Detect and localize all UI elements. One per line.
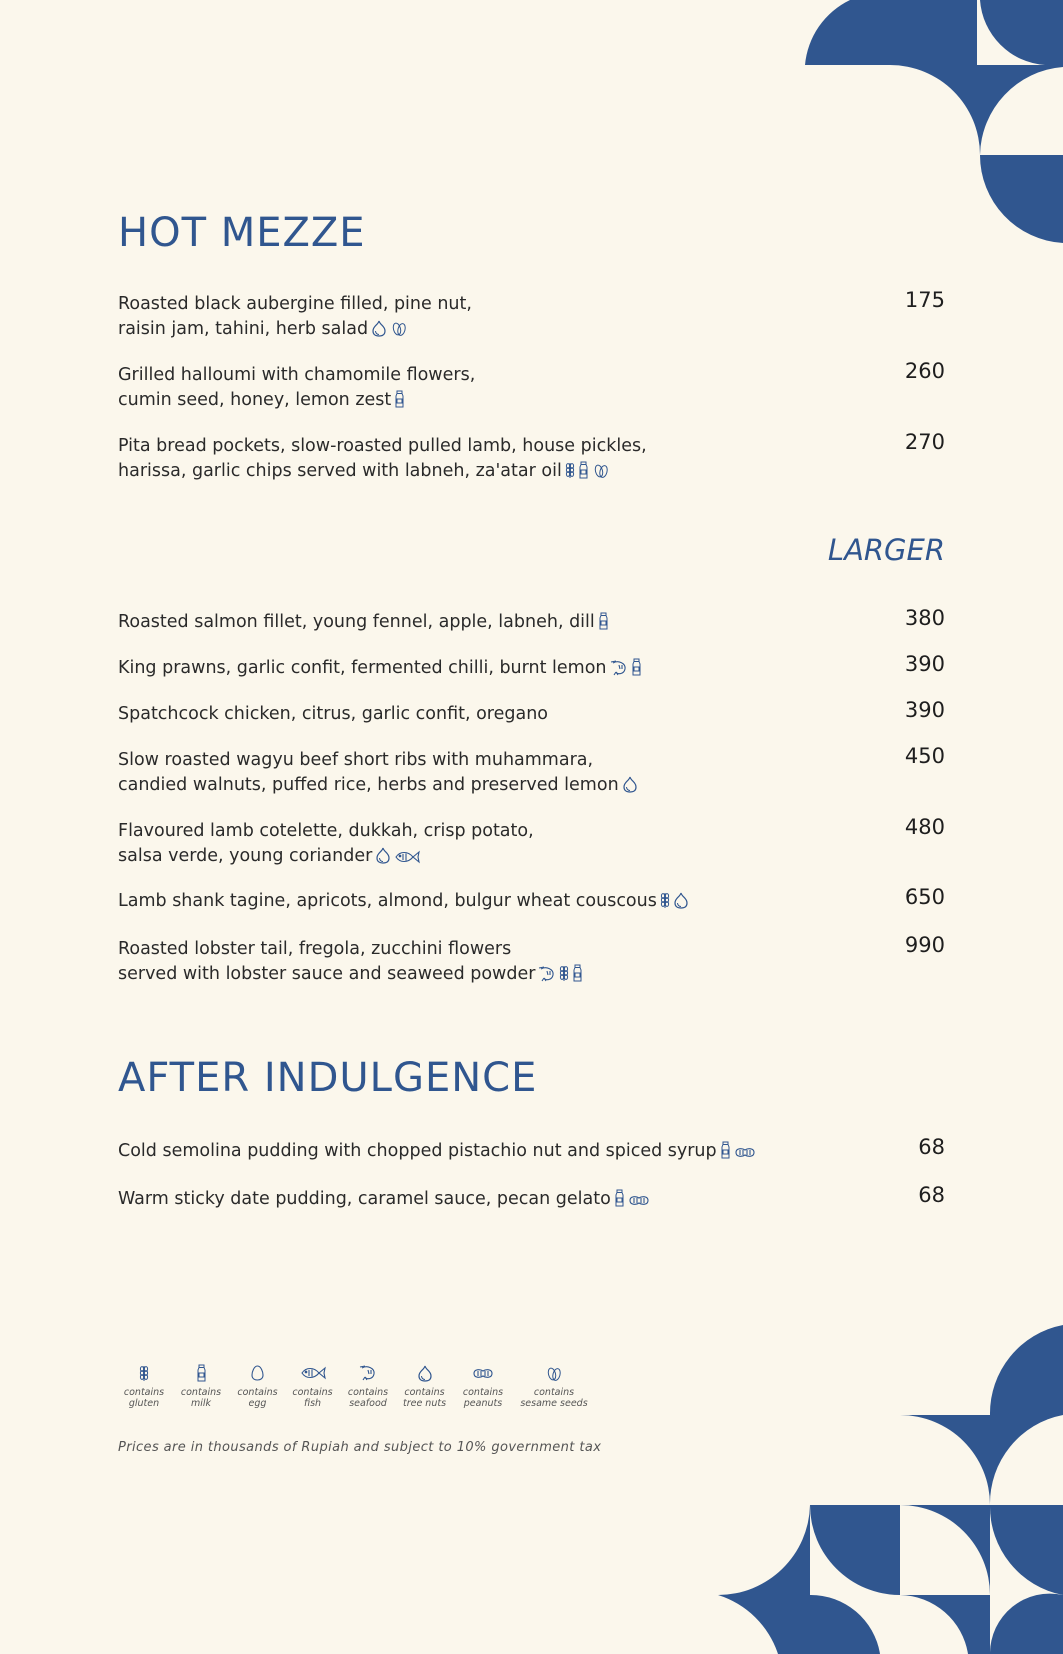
menu-item-description xyxy=(118,656,838,681)
description-line xyxy=(118,363,838,388)
menu-item-price: 380 xyxy=(904,606,945,630)
legend-label-line2: fish xyxy=(303,1398,322,1409)
menu-item xyxy=(118,815,945,869)
menu-item-description xyxy=(118,937,838,987)
milk-icon xyxy=(631,658,642,676)
description-line xyxy=(118,388,838,413)
menu-item-price: 68 xyxy=(918,1135,945,1159)
description-text: Warm sticky date pudding, caramel sauce, pecan gelato xyxy=(118,1189,611,1209)
legend-item xyxy=(230,1363,285,1409)
egg-icon xyxy=(230,1363,285,1383)
sesame-icon xyxy=(390,320,408,337)
milk-icon xyxy=(720,1141,731,1159)
hot-mezze-title: HOT MEZZE xyxy=(118,210,366,256)
description-text: Slow roasted wagyu beef short ribs with muhammara, xyxy=(118,750,594,770)
description-line xyxy=(118,889,838,914)
description-line xyxy=(118,434,838,459)
menu-item xyxy=(118,430,945,484)
tree-nut-icon xyxy=(396,1363,453,1383)
gluten-icon xyxy=(565,461,575,479)
milk-icon xyxy=(572,964,583,982)
allergen-legend xyxy=(116,1363,595,1409)
description-text: Roasted salmon fillet, young fennel, apple, labneh, dill xyxy=(118,612,595,632)
seafood-icon xyxy=(340,1363,396,1383)
legend-label-line1: contains xyxy=(533,1387,575,1398)
legend-label-line1: contains xyxy=(347,1387,389,1398)
description-line xyxy=(118,962,838,987)
description-line xyxy=(118,459,838,484)
legend-label-line1: contains xyxy=(462,1387,504,1398)
sesame-icon xyxy=(513,1363,595,1383)
menu-item xyxy=(118,744,945,798)
description-text: candied walnuts, puffed rice, herbs and preserved lemon xyxy=(118,775,619,795)
larger-title: LARGER xyxy=(827,533,945,567)
description-line xyxy=(118,292,838,317)
menu-item xyxy=(118,606,945,635)
menu-item-description xyxy=(118,1139,838,1164)
description-text: salsa verde, young coriander xyxy=(118,846,373,866)
milk-icon xyxy=(598,612,609,630)
description-text: harissa, garlic chips served with labneh, za'atar oil xyxy=(118,461,562,481)
description-line xyxy=(118,702,838,727)
description-line xyxy=(118,773,838,798)
milk-icon xyxy=(394,390,405,408)
description-text: Cold semolina pudding with chopped pistachio nut and spiced syrup xyxy=(118,1141,717,1161)
peanut-icon xyxy=(453,1363,513,1383)
description-text: cumin seed, honey, lemon zest xyxy=(118,390,392,410)
peanut-icon xyxy=(734,1146,756,1159)
milk-icon xyxy=(172,1363,230,1383)
legend-label-line1: contains xyxy=(123,1387,165,1398)
after-indulgence-title: AFTER INDULGENCE xyxy=(118,1055,538,1101)
description-line xyxy=(118,748,838,773)
description-text: Lamb shank tagine, apricots, almond, bulgur wheat couscous xyxy=(118,891,657,911)
legend-item xyxy=(396,1363,453,1409)
legend-label-line2: peanuts xyxy=(463,1398,503,1409)
legend-label-line2: seafood xyxy=(349,1398,387,1409)
description-line xyxy=(118,1187,838,1212)
decorative-shapes-top xyxy=(800,0,1063,250)
seafood-icon xyxy=(610,660,628,676)
seafood-icon xyxy=(538,966,556,982)
description-line xyxy=(118,1139,838,1164)
milk-icon xyxy=(614,1189,625,1207)
description-line xyxy=(118,844,838,869)
menu-item-description xyxy=(118,889,838,914)
menu-item xyxy=(118,1135,945,1164)
legend-label-line2: milk xyxy=(190,1398,212,1409)
gluten-icon xyxy=(116,1363,172,1383)
legend-label-line1: contains xyxy=(292,1387,333,1398)
menu-item-price: 390 xyxy=(904,652,945,676)
description-line xyxy=(118,656,838,681)
menu-item-price: 650 xyxy=(904,885,945,909)
menu-item-price: 480 xyxy=(904,815,945,839)
peanut-icon xyxy=(628,1194,650,1207)
menu-item-description xyxy=(118,434,838,484)
milk-icon xyxy=(578,461,589,479)
tree-nut-icon xyxy=(375,847,391,864)
menu-item-description xyxy=(118,819,838,869)
description-line xyxy=(118,317,838,342)
legend-label-line1: contains xyxy=(237,1387,278,1398)
legend-label-line1: contains xyxy=(404,1387,445,1398)
menu-item-description xyxy=(118,292,838,342)
description-line xyxy=(118,937,838,962)
description-line xyxy=(118,819,838,844)
legend-item xyxy=(340,1363,396,1409)
description-text: Roasted lobster tail, fregola, zucchini flowers xyxy=(118,939,512,959)
menu-item-price: 990 xyxy=(904,933,945,957)
decorative-shapes-bottom xyxy=(718,1325,1063,1654)
fish-icon xyxy=(285,1363,340,1383)
description-text: Pita bread pockets, slow-roasted pulled lamb, house pickles, xyxy=(118,436,647,456)
description-text: Flavoured lamb cotelette, dukkah, crisp potato, xyxy=(118,821,534,841)
menu-item-price: 270 xyxy=(904,430,945,454)
description-text: Grilled halloumi with chamomile flowers, xyxy=(118,365,476,385)
tree-nut-icon xyxy=(673,892,689,909)
footnote: Prices are in thousands of Rupiah and subject to 10% government tax xyxy=(118,1440,602,1455)
menu-item-price: 175 xyxy=(904,288,945,312)
description-text: Roasted black aubergine filled, pine nut, xyxy=(118,294,472,314)
menu-item-price: 68 xyxy=(918,1183,945,1207)
menu-item xyxy=(118,652,945,681)
tree-nut-icon xyxy=(622,776,638,793)
menu-item-price: 260 xyxy=(904,359,945,383)
legend-item xyxy=(285,1363,340,1409)
description-text: King prawns, garlic confit, fermented chilli, burnt lemon xyxy=(118,658,607,678)
menu-item-description xyxy=(118,1187,838,1212)
menu-item-description xyxy=(118,610,838,635)
description-text: raisin jam, tahini, herb salad xyxy=(118,319,369,339)
sesame-icon xyxy=(592,462,610,479)
menu-item xyxy=(118,359,945,413)
fish-icon xyxy=(394,850,420,864)
menu-item-price: 390 xyxy=(904,698,945,722)
menu-item-description xyxy=(118,363,838,413)
legend-label-line2: gluten xyxy=(128,1398,160,1409)
menu-item xyxy=(118,933,945,987)
description-line xyxy=(118,610,838,635)
legend-label-line2: egg xyxy=(248,1398,267,1409)
gluten-icon xyxy=(559,964,569,982)
menu-item xyxy=(118,885,945,914)
menu-item-description xyxy=(118,702,838,727)
tree-nut-icon xyxy=(371,320,387,337)
legend-item xyxy=(513,1363,595,1409)
legend-label-line2: tree nuts xyxy=(402,1398,447,1409)
menu-item xyxy=(118,288,945,342)
menu-item xyxy=(118,1183,945,1212)
legend-label-line1: contains xyxy=(180,1387,222,1398)
description-text: Spatchcock chicken, citrus, garlic confit, oregano xyxy=(118,704,549,724)
description-text: served with lobster sauce and seaweed powder xyxy=(118,964,536,984)
menu-item-price: 450 xyxy=(904,744,945,768)
legend-label-line2: sesame seeds xyxy=(520,1398,588,1409)
legend-item xyxy=(116,1363,172,1409)
legend-item xyxy=(172,1363,230,1409)
menu-item xyxy=(118,698,945,727)
gluten-icon xyxy=(660,891,670,909)
menu-item-description xyxy=(118,748,838,798)
legend-item xyxy=(453,1363,513,1409)
